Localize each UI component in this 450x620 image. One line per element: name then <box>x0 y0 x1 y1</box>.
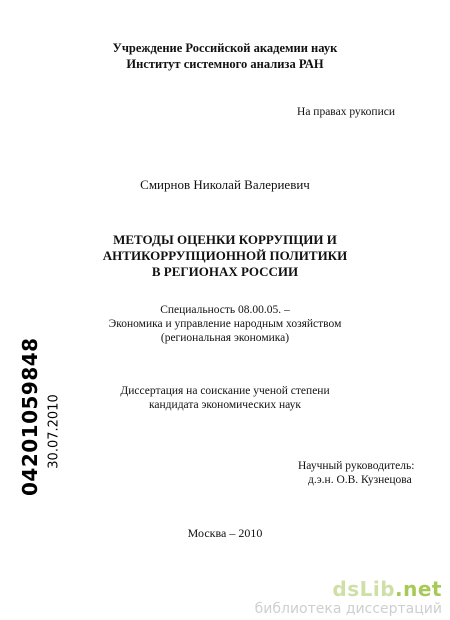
specialty-block <box>0 303 450 345</box>
watermark-logo <box>252 578 442 600</box>
institution-line-1: Учреждение Российской академии наук <box>112 41 338 55</box>
title-line-2: АНТИКОРРУПЦИОННОЙ ПОЛИТИКИ <box>102 248 348 263</box>
dissertation-title <box>0 232 450 280</box>
supervisor-name: д.э.н. О.В. Кузнецова <box>308 474 412 486</box>
degree-block <box>0 384 450 412</box>
stamp-date: 30.07.2010 <box>46 394 62 469</box>
institution-header <box>0 40 450 72</box>
dslib-watermark <box>252 578 442 617</box>
institution-line-2: Институт системного анализа РАН <box>126 57 324 71</box>
specialty-line-3: (региональная экономика) <box>160 332 290 344</box>
city-year: Москва – 2010 <box>187 526 263 540</box>
supervisor-label: Научный руководитель: <box>298 460 415 472</box>
title-line-1: МЕТОДЫ ОЦЕНКИ КОРРУПЦИИ И <box>113 232 337 247</box>
watermark-logo-main: dsLib <box>332 577 396 601</box>
watermark-tagline: библиотека диссертаций <box>254 601 442 617</box>
manuscript-note: На правах рукописи <box>297 106 395 118</box>
specialty-line-1: Специальность 08.00.05. – <box>160 304 290 316</box>
supervisor-block <box>298 459 414 487</box>
watermark-logo-domain: .net <box>395 577 442 601</box>
specialty-line-2: Экономика и управление народным хозяйством <box>108 318 342 330</box>
stamp-number: 04201059848 <box>18 337 42 496</box>
degree-line-1: Диссертация на соискание ученой степени <box>120 385 330 397</box>
author-name: Смирнов Николай Валериевич <box>140 177 310 192</box>
degree-line-2: кандидата экономических наук <box>149 399 301 411</box>
library-stamp <box>6 337 62 500</box>
title-line-3: В РЕГИОНАХ РОССИИ <box>151 264 299 279</box>
